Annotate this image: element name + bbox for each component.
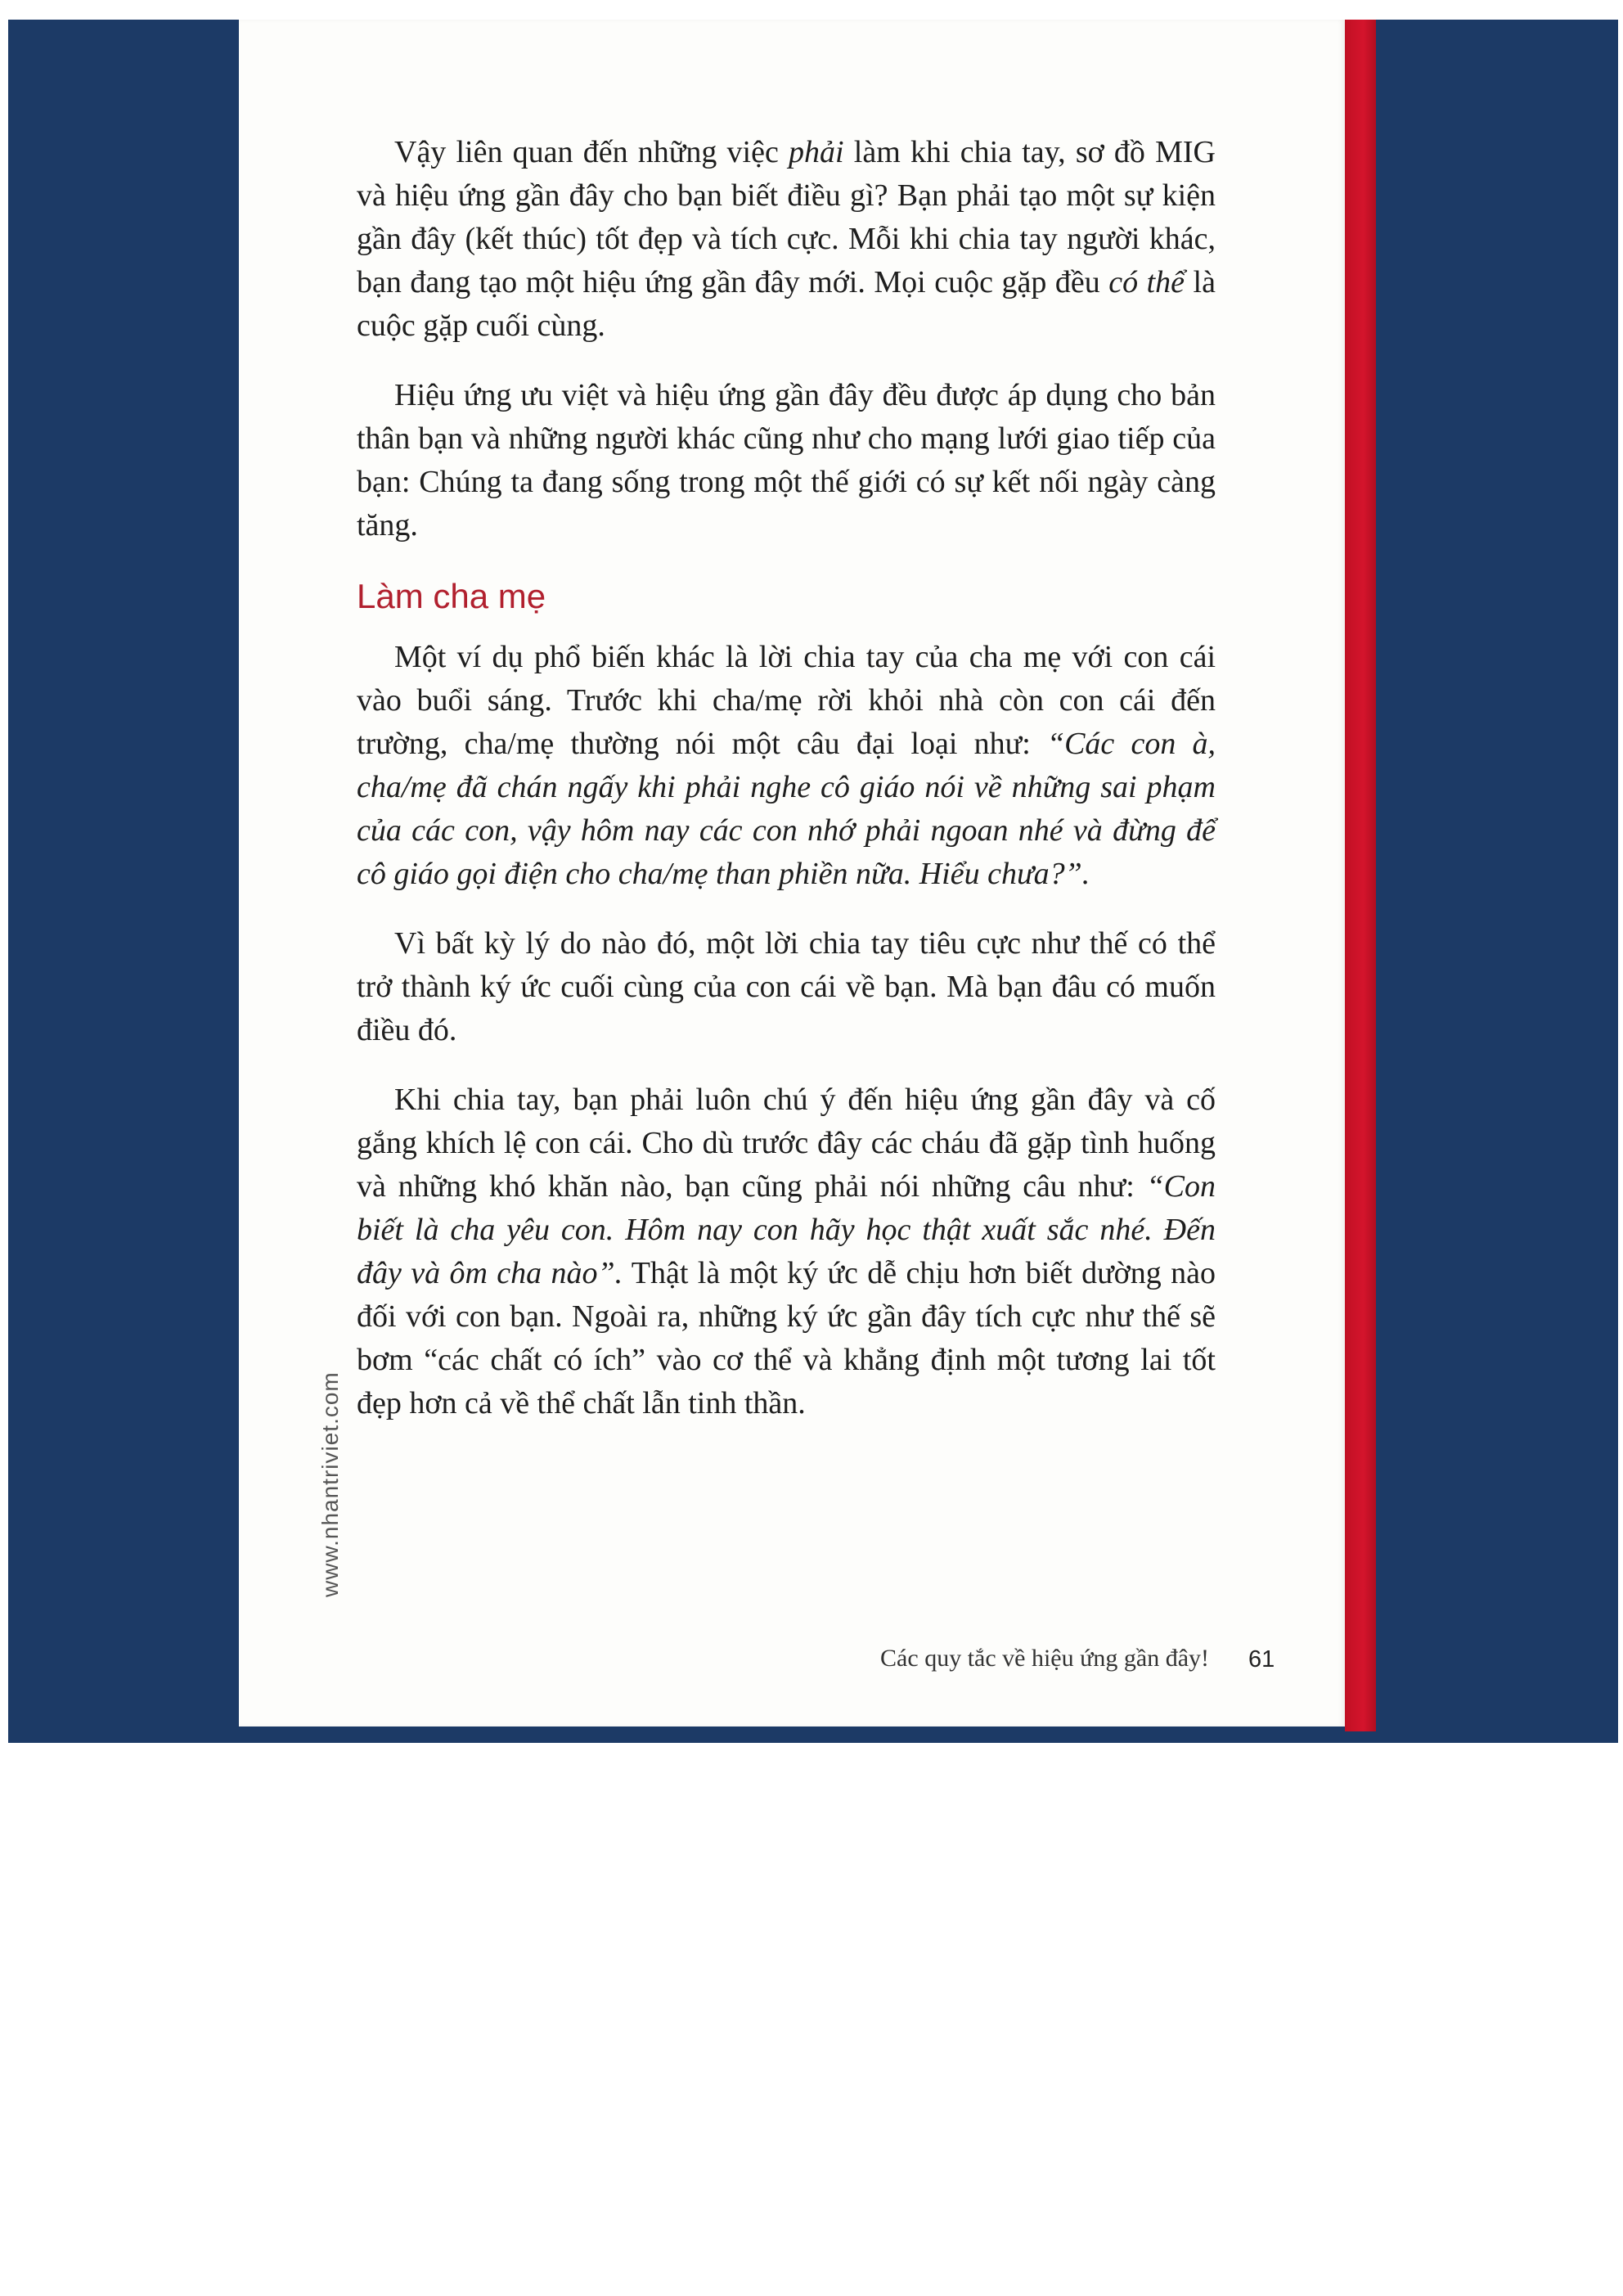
text-segment: Thật là một ký ức dễ chịu hơn biết dường nào đối với con bạn. Ngoài ra, những ký ức gần đây tích cực như thế sẽ bơm “các chất có ích” vào cơ thể và khẳng định một tương lai tốt đẹp hơn cả về thể chất lẫn tinh thần. <box>357 1256 1216 1420</box>
text-segment: làm khi chia tay, sơ đồ MIG và hiệu ứng gần đây cho bạn biết điều gì? Bạn phải tạo một sự kiện gần đây (kết thúc) tốt đẹp và tích cực. Mỗi khi chia tay người khác, bạn đang tạo một hiệu ứng gần đây mới. Mọi cuộc gặp đều <box>357 135 1216 299</box>
text-segment-italic: phải <box>789 135 844 169</box>
text-segment: là cuộc gặp cuối cùng. <box>357 265 1216 343</box>
paragraph-5 <box>357 1078 1216 1425</box>
text-segment-italic: “Các con à, cha/mẹ đã chán ngấy khi phải nghe cô giáo nói về những sai phạm của các con, vậy hôm nay các con nhớ phải ngoan nhé và đừng để cô giáo gọi điện cho cha/mẹ than phiền nữa. Hiểu chưa?”. <box>357 727 1216 891</box>
text-segment-italic: “Con biết là cha yêu con. Hôm nay con hãy học thật xuất sắc nhé. Đến đây và ôm cha nào”. <box>357 1169 1216 1290</box>
page-body <box>357 131 1216 1452</box>
page-red-edge <box>1345 20 1376 1731</box>
page-number: 61 <box>1248 1646 1275 1672</box>
paragraph-2 <box>357 374 1216 547</box>
text-segment: Một ví dụ phổ biến khác là lời chia tay của cha mẹ với con cái vào buổi sáng. Trước khi cha/mẹ rời khỏi nhà còn con cái đến trường, cha/mẹ thường nói một câu đại loại như: <box>357 640 1216 761</box>
section-heading: Làm cha mẹ <box>357 577 546 615</box>
text-segment-italic: có thể <box>1108 265 1185 299</box>
side-website-url: www.nhantriviet.com <box>317 1371 343 1597</box>
text-segment: Vậy liên quan đến những việc <box>394 135 789 169</box>
paragraph-1 <box>357 131 1216 348</box>
text-segment: Khi chia tay, bạn phải luôn chú ý đến hiệu ứng gần đây và cố gắng khích lệ con cái. Cho dù trước đây các cháu đã gặp tình huống và những khó khăn nào, bạn cũng phải nói những câu như: <box>357 1083 1216 1204</box>
running-footer-title: Các quy tắc về hiệu ứng gần đây! <box>880 1645 1209 1672</box>
paragraph-3 <box>357 636 1216 896</box>
text-segment: Hiệu ứng ưu việt và hiệu ứng gần đây đều được áp dụng cho bản thân bạn và những người khác cũng như cho mạng lưới giao tiếp của bạn: Chúng ta đang sống trong một thế giới có sự kết nối ngày càng tăng. <box>357 378 1216 542</box>
text-segment: Vì bất kỳ lý do nào đó, một lời chia tay tiêu cực như thế có thể trở thành ký ức cuối cùng của con cái về bạn. Mà bạn đâu có muốn điều đó. <box>357 926 1216 1047</box>
paragraph-4 <box>357 922 1216 1052</box>
